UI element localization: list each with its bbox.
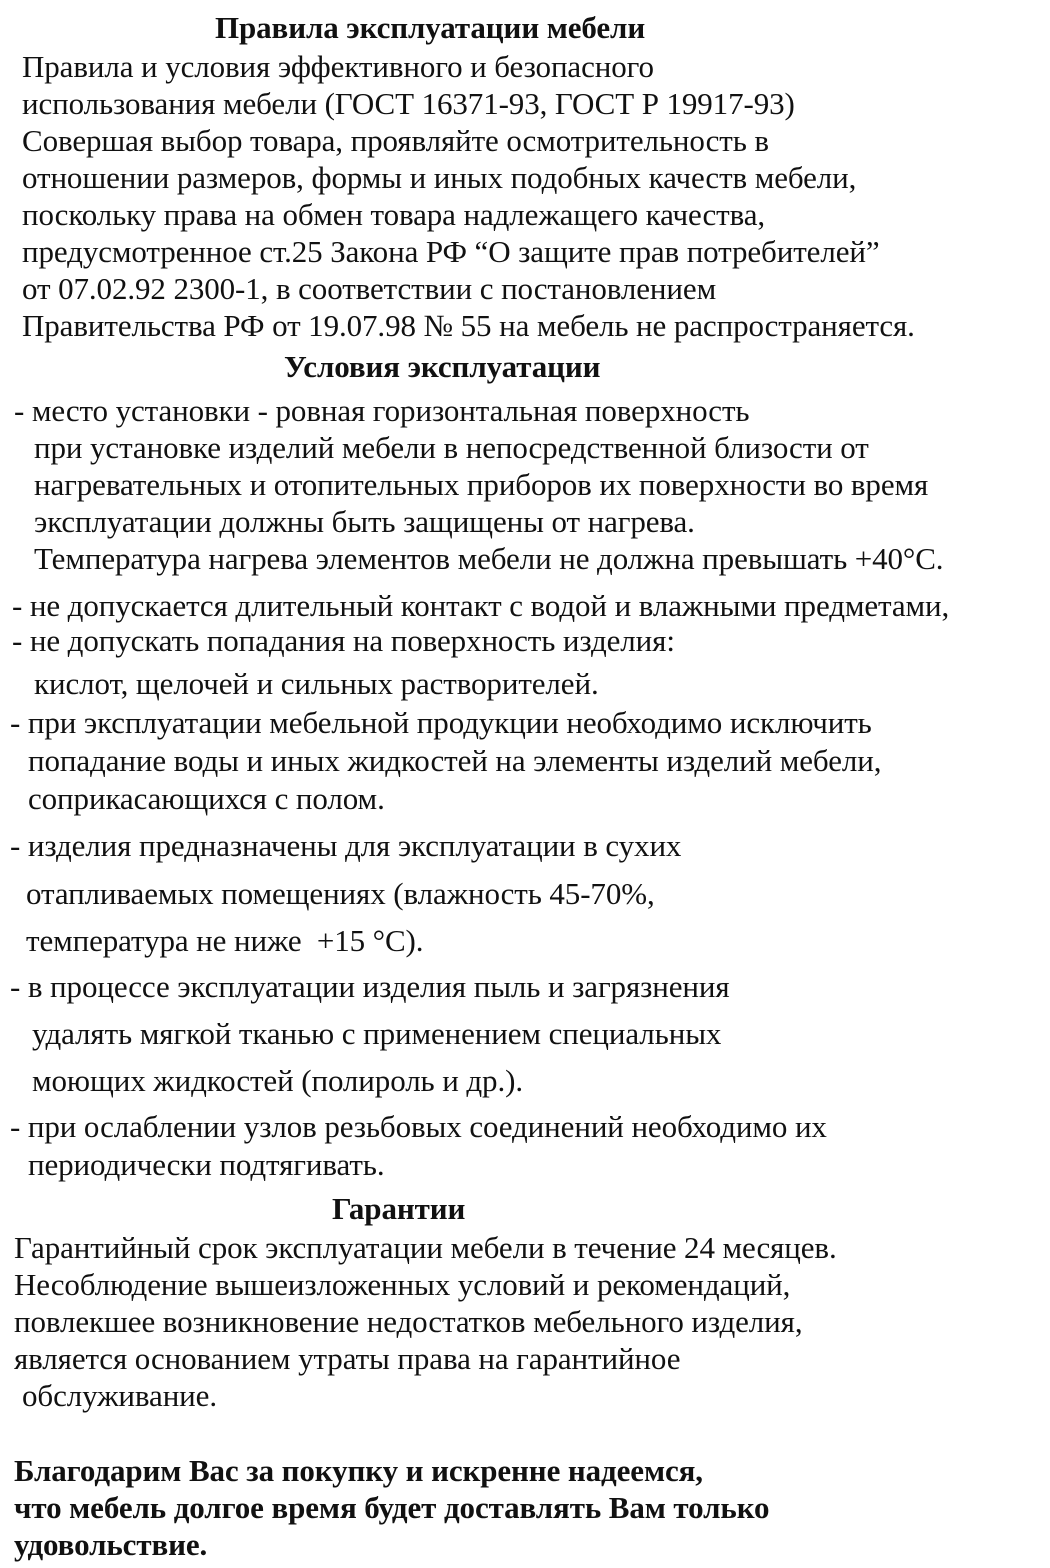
closing-line: что мебель долгое время будет доставлять Вам только <box>14 1490 770 1525</box>
page-title: Правила эксплуатации мебели <box>215 10 646 45</box>
conditions-line: - в процессе эксплуатации изделия пыль и загрязнения <box>10 969 730 1004</box>
guarantee-line: повлекшее возникновение недостатков мебельного изделия, <box>14 1304 803 1339</box>
conditions-line: - при эксплуатации мебельной продукции необходимо исключить <box>10 705 872 740</box>
conditions-line: - при ослаблении узлов резьбовых соединений необходимо их <box>10 1109 827 1144</box>
guarantee-line: является основанием утраты права на гарантийное <box>14 1341 681 1376</box>
closing-line: Благодарим Вас за покупку и искренне надеемся, <box>14 1453 703 1488</box>
conditions-line: - не допускается длительный контакт с водой и влажными предметами, <box>12 588 950 623</box>
conditions-line: температура не ниже +15 °С). <box>26 923 424 958</box>
conditions-line: попадание воды и иных жидкостей на элементы изделий мебели, <box>28 743 882 778</box>
conditions-line: периодически подтягивать. <box>28 1147 385 1182</box>
conditions-line: моющих жидкостей (полироль и др.). <box>32 1063 523 1098</box>
guarantee-line: обслуживание. <box>22 1378 217 1413</box>
conditions-line: нагревательных и отопительных приборов их поверхности во время <box>34 467 929 502</box>
conditions-line: - место установки - ровная горизонтальная поверхность <box>14 393 750 428</box>
conditions-line: соприкасающихся с полом. <box>28 781 385 816</box>
guarantee-line: Гарантийный срок эксплуатации мебели в течение 24 месяцев. <box>14 1230 837 1265</box>
intro-line: предусмотренное ст.25 Закона РФ “О защите прав потребителей” <box>22 234 880 269</box>
conditions-line: Температура нагрева элементов мебели не должна превышать +40°С. <box>34 541 944 576</box>
conditions-line: кислот, щелочей и сильных растворителей. <box>34 666 599 701</box>
intro-line: Правила и условия эффективного и безопасного <box>22 49 654 84</box>
conditions-heading: Условия эксплуатации <box>284 349 601 384</box>
conditions-line: - не допускать попадания на поверхность изделия: <box>12 623 675 658</box>
conditions-line: - изделия предназначены для эксплуатации в сухих <box>10 828 682 863</box>
guarantee-line: Несоблюдение вышеизложенных условий и рекомендаций, <box>14 1267 791 1302</box>
intro-line: использования мебели (ГОСТ 16371-93, ГОСТ Р 19917-93) <box>22 86 795 121</box>
intro-line: Совершая выбор товара, проявляйте осмотрительность в <box>22 123 769 158</box>
conditions-line: отапливаемых помещениях (влажность 45-70%, <box>26 876 655 911</box>
guarantee-heading: Гарантии <box>332 1191 466 1226</box>
conditions-line: при установке изделий мебели в непосредственной близости от <box>34 430 869 465</box>
intro-line: отношении размеров, формы и иных подобных качеств мебели, <box>22 160 857 195</box>
intro-line: Правительства РФ от 19.07.98 № 55 на мебель не распространяется. <box>22 308 915 343</box>
conditions-line: удалять мягкой тканью с применением специальных <box>32 1016 722 1051</box>
conditions-line: эксплуатации должны быть защищены от нагрева. <box>34 504 695 539</box>
closing-line: удовольствие. <box>14 1527 208 1562</box>
intro-line: поскольку права на обмен товара надлежащего качества, <box>22 197 766 232</box>
intro-line: от 07.02.92 2300-1, в соответствии с постановлением <box>22 271 717 306</box>
